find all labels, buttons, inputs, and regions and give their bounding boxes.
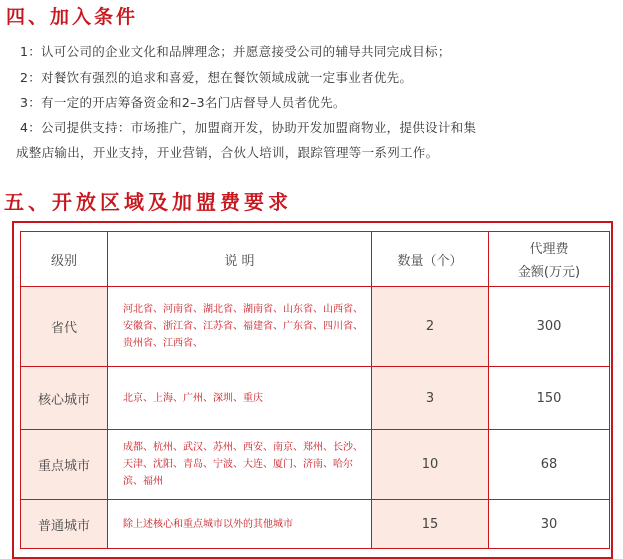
table-row — [21, 500, 610, 549]
row-level: 重点城市 — [21, 430, 108, 500]
header-level: 级别 — [21, 232, 108, 287]
row-level: 普通城市 — [21, 500, 108, 549]
franchise-fee-table — [20, 231, 610, 549]
row-description: 北京、上海、广州、深圳、重庆 — [108, 367, 372, 430]
table-row — [21, 367, 610, 430]
table-header-row — [21, 232, 610, 287]
header-description: 说 明 — [108, 232, 372, 287]
row-description: 成都、杭州、武汉、苏州、西安、南京、郑州、长沙、天津、沈阳、青岛、宁波、大连、厦门、济南、哈尔滨、福州 — [108, 430, 372, 500]
condition-item-1: 1：认可公司的企业文化和品牌理念；并愿意接受公司的辅导共同完成目标； — [20, 44, 451, 59]
row-count: 2 — [372, 287, 489, 367]
row-description: 河北省、河南省、湖北省、湖南省、山东省、山西省、安徽省、浙江省、江苏省、福建省、广东省、四川省、贵州省、江西省、 — [108, 287, 372, 367]
table-row — [21, 287, 610, 367]
header-fee-line1: 代理费 — [529, 242, 569, 257]
condition-item-3: 3：有一定的开店筹备资金和2–3名门店督导人员者优先。 — [20, 95, 346, 110]
section-5-title: 五、开放区域及加盟费要求 — [4, 190, 292, 214]
header-fee-line2: 金额(万元) — [517, 265, 581, 280]
row-fee: 68 — [489, 430, 610, 500]
row-count: 15 — [372, 500, 489, 549]
condition-item-4: 4：公司提供支持：市场推广，加盟商开发，协助开发加盟商物业，提供设计和集 — [20, 120, 477, 135]
row-level: 省代 — [21, 287, 108, 367]
table-row — [21, 430, 610, 500]
condition-item-2: 2：对餐饮有强烈的追求和喜爱，想在餐饮领域成就一定事业者优先。 — [20, 70, 413, 85]
condition-item-4-continued: 成整店输出，开业支持，开业营销，合伙人培训，跟踪管理等一系列工作。 — [16, 145, 439, 160]
header-fee — [489, 232, 610, 287]
row-count: 10 — [372, 430, 489, 500]
header-count: 数量（个） — [372, 232, 489, 287]
row-fee: 30 — [489, 500, 610, 549]
section-4-title: 四、加入条件 — [6, 6, 139, 28]
row-description: 除上述核心和重点城市以外的其他城市 — [108, 500, 372, 549]
row-level: 核心城市 — [21, 367, 108, 430]
row-count: 3 — [372, 367, 489, 430]
row-fee: 150 — [489, 367, 610, 430]
row-fee: 300 — [489, 287, 610, 367]
